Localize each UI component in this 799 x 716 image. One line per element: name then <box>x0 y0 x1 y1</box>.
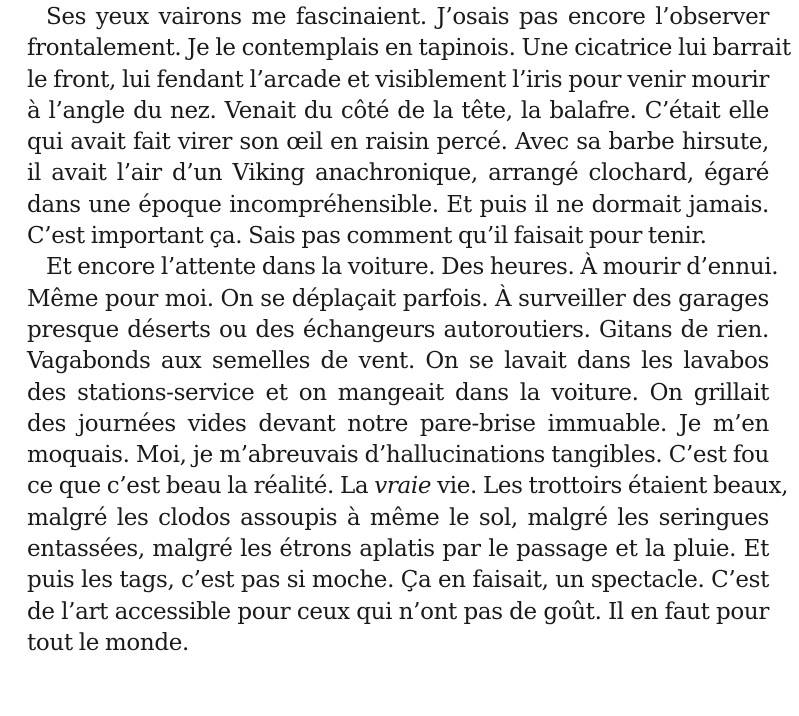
paragraph-1 <box>27 2 791 252</box>
text-line: Et encore l’attente dans la voiture. Des heures. À mourir d’ennui. <box>46 254 779 281</box>
text-line: le front, lui fendant l’arcade et visiblement l’iris pour venir mourir <box>27 66 769 93</box>
text-line: Ses yeux vairons me fascinaient. J’osais pas encore l’observer <box>46 4 769 30</box>
text-line: à l’angle du nez. Venait du côté de la tête, la balafre. C’était elle <box>27 97 769 124</box>
text-line: malgré les clodos assoupis à même le sol, malgré les seringues <box>27 504 769 531</box>
text-line: tout le monde. <box>27 629 189 656</box>
text-line: C’est important ça. Sais pas comment qu’il faisait pour tenir. <box>27 223 707 250</box>
text-line: frontalement. Je le contemplais en tapinois. Une cicatrice lui barrait <box>27 35 791 62</box>
text-line: puis les tags, c’est pas si moche. Ça en faisait, un spectacle. C’est <box>27 567 769 594</box>
text-line: il avait l’air d’un Viking anachronique, arrangé clochard, égaré <box>27 160 769 187</box>
text-line: des stations-service et on mangeait dans la voiture. On grillait <box>27 379 769 406</box>
text-segment: vie. Les trottoirs étaient beaux, <box>431 473 789 500</box>
text-segment: ce que c’est beau la réalité. La <box>27 473 375 500</box>
text-line: des journées vides devant notre pare-brise immuable. Je m’en <box>27 410 769 437</box>
text-line: de l’art accessible pour ceux qui n’ont pas de goût. Il en faut pour <box>27 598 769 625</box>
text-line: Vagabonds aux semelles de vent. On se lavait dans les lavabos <box>27 348 769 375</box>
text-line: moquais. Moi, je m’abreuvais d’hallucinations tangibles. C’est fou <box>27 442 769 469</box>
text-line: dans une époque incompréhensible. Et puis il ne dormait jamais. <box>27 191 769 218</box>
text-line-with-italic <box>27 471 789 502</box>
text-line: entassées, malgré les étrons aplatis par le passage et la pluie. Et <box>27 536 769 563</box>
text-line: qui avait fait virer son œil en raisin percé. Avec sa barbe hirsute, <box>27 129 769 156</box>
text-line: Même pour moi. On se déplaçait parfois. À surveiller des garages <box>27 285 769 312</box>
italic-word: vraie <box>374 473 432 500</box>
paragraph-2 <box>27 252 789 659</box>
text-line: presque déserts ou des échangeurs autoroutiers. Gitans de rien. <box>27 316 769 343</box>
